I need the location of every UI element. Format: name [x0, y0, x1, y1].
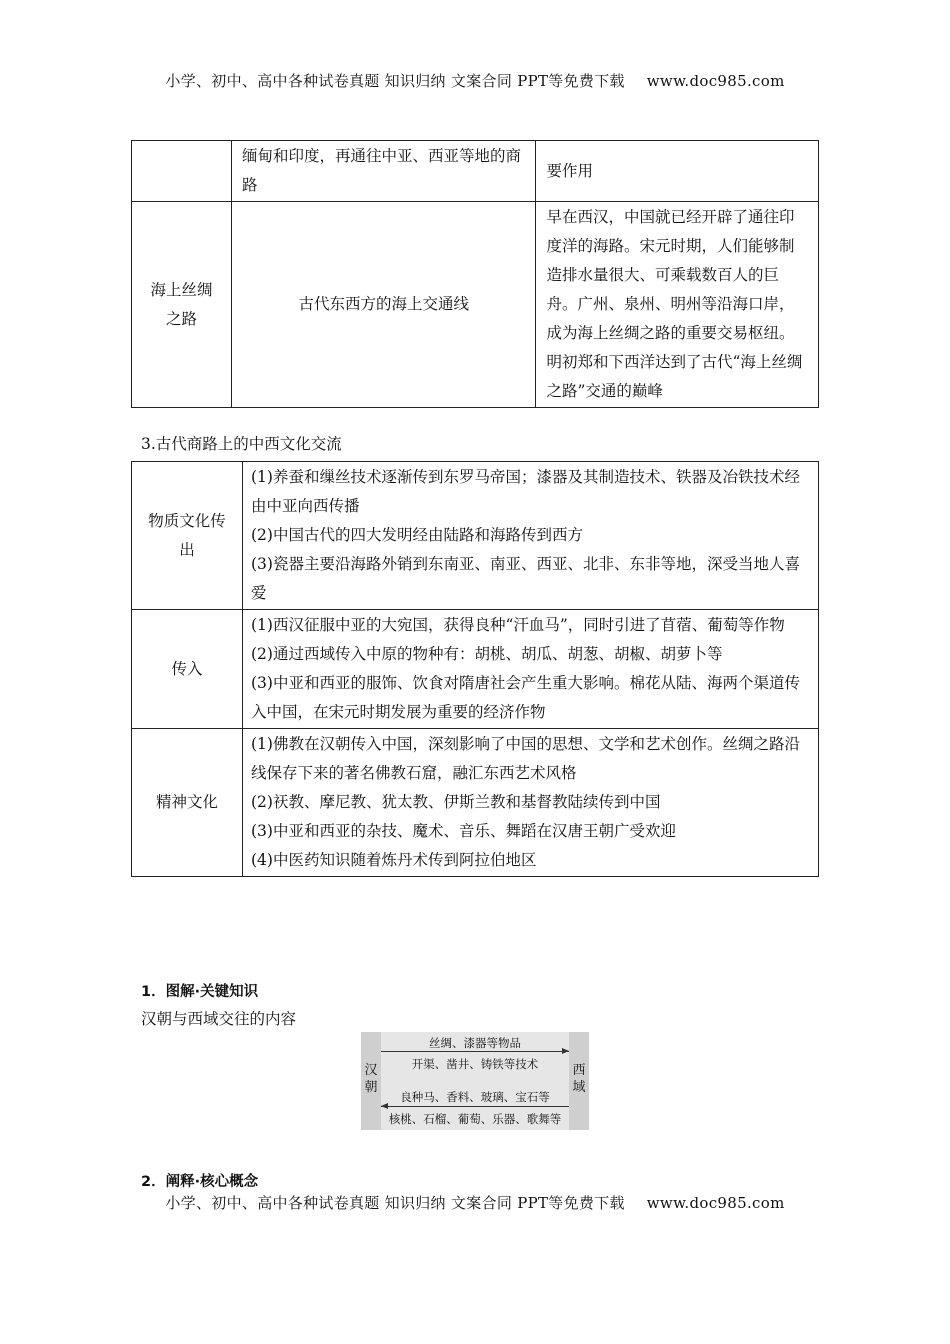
- outflow-goods: 丝绸、漆器等物品: [429, 1036, 521, 1050]
- table-cell: [243, 462, 819, 610]
- arrow-left-icon: [381, 1103, 388, 1109]
- page-footer: [0, 1192, 950, 1213]
- row-label-maritime-silk-road: 海上丝绸之路: [132, 202, 232, 408]
- part1-subtitle: 汉朝与西域交往的内容: [141, 1010, 297, 1028]
- list-item: (2)祆教、摩尼教、犹太教、伊斯兰教和基督教陆续传到中国: [251, 793, 661, 811]
- silk-road-table: [131, 140, 819, 408]
- table-row: [132, 141, 819, 202]
- part1-title: 1．图解·关键知识: [141, 984, 259, 1000]
- row-label: 物质文化传出: [132, 462, 243, 610]
- list-item: (3)瓷器主要沿海路外销到东南亚、南亚、西亚、北非、东非等地，深受当地人喜爱: [251, 555, 800, 602]
- list-item: (4)中医药知识随着炼丹术传到阿拉伯地区: [251, 851, 537, 869]
- list-item: (2)中国古代的四大发明经由陆路和海路传到西方: [251, 526, 583, 544]
- list-item: (3)中亚和西亚的杂技、魔术、音乐、舞蹈在汉唐王朝广受欢迎: [251, 822, 676, 840]
- table-row: [132, 729, 819, 877]
- list-item: (1)佛教在汉朝传入中国，深刻影响了中国的思想、文学和艺术创作。丝绸之路沿线保存下来的著名佛教石窟，融汇东西艺术风格: [251, 735, 800, 782]
- inflow-products: 核桃、石榴、葡萄、乐器、歌舞等: [388, 1112, 562, 1126]
- list-item: (2)通过西域传入中原的物种有：胡桃、胡瓜、胡葱、胡椒、胡萝卜等: [251, 645, 723, 663]
- list-item: (1)养蚕和缫丝技术逐渐传到东罗马帝国；漆器及其制造技术、铁器及冶铁技术经由中亚向西传播: [251, 468, 800, 515]
- right-bar: [569, 1032, 589, 1130]
- table-cell: 早在西汉，中国就已经开辟了通往印度洋的海路。宋元时期，人们能够制造排水量很大、可乘载数百人的巨舟。广州、泉州、明州等沿海口岸，成为海上丝绸之路的重要交易枢纽。明初郑和下西洋达到了古代“海上丝绸之路”交通的巅峰: [536, 202, 819, 408]
- table-cell: [132, 141, 232, 202]
- page-header: [0, 70, 950, 91]
- table-cell: [243, 610, 819, 729]
- header-site: www.doc985.com: [646, 72, 785, 90]
- row-label: 传入: [132, 610, 243, 729]
- table-cell: 缅甸和印度，再通往中亚、西亚等地的商路: [231, 141, 535, 202]
- cultural-exchange-table: [131, 461, 819, 877]
- label-han: 汉朝: [364, 1063, 378, 1095]
- left-bar: [361, 1032, 381, 1130]
- han-western-regions-figure: [361, 1032, 589, 1130]
- row-label: 精神文化: [132, 729, 243, 877]
- list-item: (1)西汉征服中亚的大宛国，获得良种“汗血马”，同时引进了苜蓿、葡萄等作物: [251, 616, 785, 634]
- outflow-techniques: 开渠、凿井、铸铁等技术: [411, 1057, 539, 1071]
- arrow-line-out: [381, 1051, 569, 1052]
- table-row: [132, 610, 819, 729]
- arrow-line-in: [381, 1106, 569, 1107]
- section-title: 3.古代商路上的中西文化交流: [141, 435, 342, 453]
- header-text: 小学、初中、高中各种试卷真题 知识归纳 文案合同 PPT等免费下载: [165, 72, 625, 90]
- table-row: [132, 202, 819, 408]
- list-item: (3)中亚和西亚的服饰、饮食对隋唐社会产生重大影响。棉花从陆、海两个渠道传入中国，在宋元时期发展为重要的经济作物: [251, 674, 800, 721]
- table-cell: 要作用: [536, 141, 819, 202]
- footer-text: 小学、初中、高中各种试卷真题 知识归纳 文案合同 PPT等免费下载: [165, 1194, 625, 1212]
- label-western-regions: 西域: [572, 1063, 586, 1095]
- footer-site: www.doc985.com: [646, 1194, 785, 1212]
- arrow-right-icon: [562, 1048, 569, 1054]
- part2-title: 2．阐释·核心概念: [141, 1174, 259, 1190]
- inflow-goods: 良种马、香料、玻璃、宝石等: [400, 1090, 550, 1104]
- table-row: [132, 462, 819, 610]
- table-cell: [243, 729, 819, 877]
- table-cell: 古代东西方的海上交通线: [231, 202, 535, 408]
